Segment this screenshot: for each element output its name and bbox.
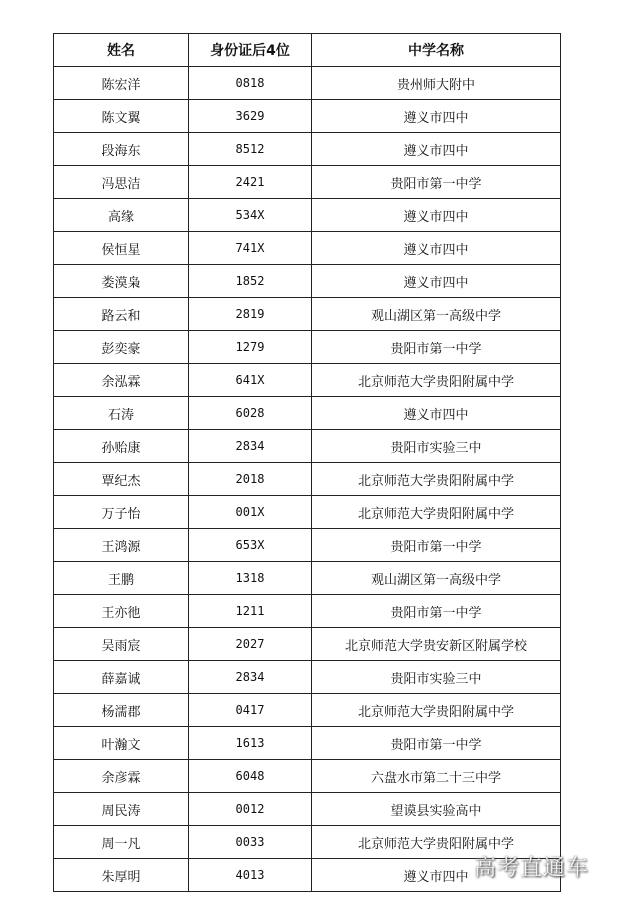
cell-id-last4: 3629 <box>189 100 312 133</box>
cell-id-last4: 2027 <box>189 628 312 661</box>
cell-name: 孙贻康 <box>54 430 189 463</box>
header-school: 中学名称 <box>312 34 561 67</box>
table-row <box>54 661 561 694</box>
cell-school: 北京师范大学贵阳附属中学 <box>312 826 561 859</box>
cell-name: 余泓霖 <box>54 364 189 397</box>
cell-name: 王鸿源 <box>54 529 189 562</box>
cell-school: 遵义市四中 <box>312 133 561 166</box>
table-row <box>54 265 561 298</box>
cell-school: 遵义市四中 <box>312 232 561 265</box>
table-row <box>54 199 561 232</box>
cell-id-last4: 741X <box>189 232 312 265</box>
table-row <box>54 463 561 496</box>
cell-id-last4: 6048 <box>189 760 312 793</box>
cell-id-last4: 0012 <box>189 793 312 826</box>
table-row <box>54 430 561 463</box>
cell-school: 遵义市四中 <box>312 859 561 892</box>
table-row <box>54 727 561 760</box>
table-row <box>54 694 561 727</box>
cell-school: 贵阳市实验三中 <box>312 430 561 463</box>
cell-id-last4: 1211 <box>189 595 312 628</box>
cell-id-last4: 0033 <box>189 826 312 859</box>
cell-id-last4: 1613 <box>189 727 312 760</box>
table-row <box>54 562 561 595</box>
table-row <box>54 793 561 826</box>
cell-id-last4: 641X <box>189 364 312 397</box>
cell-name: 段海东 <box>54 133 189 166</box>
watermark-logo-text: 高考直通车 <box>473 856 589 881</box>
cell-school: 遵义市四中 <box>312 199 561 232</box>
table-row <box>54 166 561 199</box>
table-row <box>54 397 561 430</box>
cell-id-last4: 1318 <box>189 562 312 595</box>
cell-name: 高缘 <box>54 199 189 232</box>
cell-id-last4: 2834 <box>189 661 312 694</box>
cell-id-last4: 1279 <box>189 331 312 364</box>
cell-name: 路云和 <box>54 298 189 331</box>
header-name: 姓名 <box>54 34 189 67</box>
cell-id-last4: 001X <box>189 496 312 529</box>
cell-id-last4: 2018 <box>189 463 312 496</box>
table-row <box>54 529 561 562</box>
cell-name: 杨濡郡 <box>54 694 189 727</box>
cell-name: 娄漠枭 <box>54 265 189 298</box>
cell-name: 冯思洁 <box>54 166 189 199</box>
table-body <box>54 67 561 892</box>
cell-name: 彭奕豪 <box>54 331 189 364</box>
table-row <box>54 298 561 331</box>
cell-id-last4: 534X <box>189 199 312 232</box>
student-roster-table <box>53 33 561 892</box>
cell-name: 薛嘉诚 <box>54 661 189 694</box>
table-row <box>54 628 561 661</box>
cell-name: 侯恒星 <box>54 232 189 265</box>
table-row <box>54 232 561 265</box>
cell-school: 北京师范大学贵阳附属中学 <box>312 364 561 397</box>
cell-school: 贵阳市第一中学 <box>312 166 561 199</box>
cell-name: 朱厚明 <box>54 859 189 892</box>
table-header-row <box>54 34 561 67</box>
table-row <box>54 364 561 397</box>
cell-name: 吴雨宸 <box>54 628 189 661</box>
table-row <box>54 595 561 628</box>
cell-school: 北京师范大学贵阳附属中学 <box>312 694 561 727</box>
cell-name: 周民涛 <box>54 793 189 826</box>
table-row <box>54 331 561 364</box>
cell-name: 余彦霖 <box>54 760 189 793</box>
cell-school: 贵州师大附中 <box>312 67 561 100</box>
cell-school: 遵义市四中 <box>312 100 561 133</box>
cell-school: 贵阳市实验三中 <box>312 661 561 694</box>
cell-school: 贵阳市第一中学 <box>312 529 561 562</box>
cell-school: 贵阳市第一中学 <box>312 727 561 760</box>
cell-school: 北京师范大学贵阳附属中学 <box>312 463 561 496</box>
cell-name: 周一凡 <box>54 826 189 859</box>
cell-id-last4: 1852 <box>189 265 312 298</box>
cell-id-last4: 2819 <box>189 298 312 331</box>
table-row <box>54 67 561 100</box>
table-row <box>54 760 561 793</box>
cell-id-last4: 4013 <box>189 859 312 892</box>
cell-id-last4: 0417 <box>189 694 312 727</box>
cell-name: 万子怡 <box>54 496 189 529</box>
cell-school: 遵义市四中 <box>312 265 561 298</box>
cell-id-last4: 8512 <box>189 133 312 166</box>
cell-school: 贵阳市第一中学 <box>312 331 561 364</box>
cell-school: 六盘水市第二十三中学 <box>312 760 561 793</box>
cell-name: 王亦彵 <box>54 595 189 628</box>
table-row <box>54 100 561 133</box>
cell-id-last4: 2421 <box>189 166 312 199</box>
cell-school: 观山湖区第一高级中学 <box>312 298 561 331</box>
cell-name: 覃纪杰 <box>54 463 189 496</box>
cell-name: 叶瀚文 <box>54 727 189 760</box>
table-row <box>54 133 561 166</box>
cell-school: 北京师范大学贵阳附属中学 <box>312 496 561 529</box>
cell-name: 石涛 <box>54 397 189 430</box>
cell-school: 贵阳市第一中学 <box>312 595 561 628</box>
cell-name: 王鹏 <box>54 562 189 595</box>
cell-name: 陈宏洋 <box>54 67 189 100</box>
header-id-last4: 身份证后4位 <box>189 34 312 67</box>
table-row <box>54 496 561 529</box>
cell-school: 望谟县实验高中 <box>312 793 561 826</box>
cell-school: 遵义市四中 <box>312 397 561 430</box>
cell-school: 北京师范大学贵安新区附属学校 <box>312 628 561 661</box>
cell-id-last4: 6028 <box>189 397 312 430</box>
cell-id-last4: 2834 <box>189 430 312 463</box>
cell-school: 观山湖区第一高级中学 <box>312 562 561 595</box>
cell-id-last4: 0818 <box>189 67 312 100</box>
cell-id-last4: 653X <box>189 529 312 562</box>
cell-name: 陈文翼 <box>54 100 189 133</box>
